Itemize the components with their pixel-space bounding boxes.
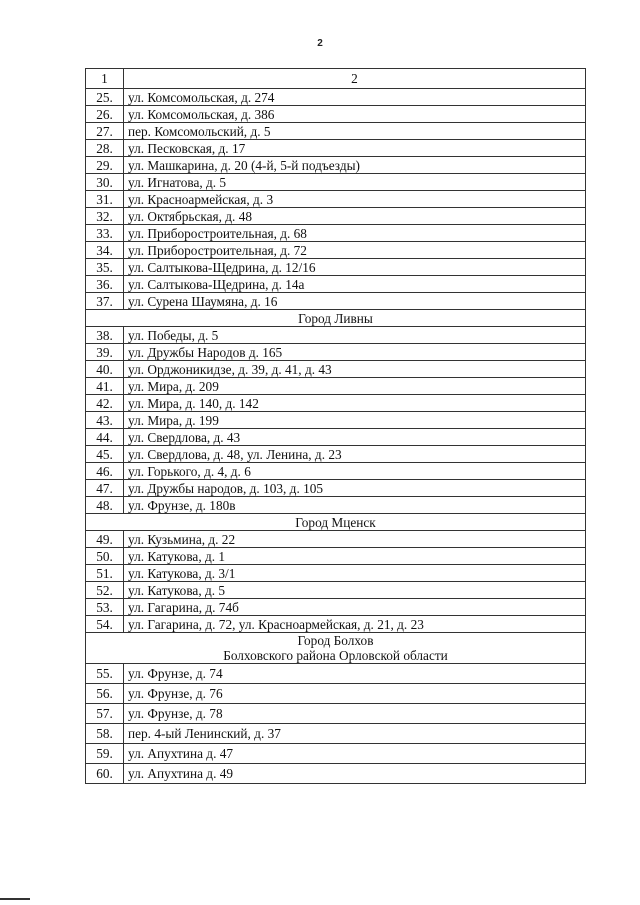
row-address: ул. Песковская, д. 17 <box>124 140 586 157</box>
row-number: 45. <box>86 446 124 463</box>
table-row <box>86 684 586 704</box>
row-number: 53. <box>86 599 124 616</box>
table-row <box>86 242 586 259</box>
row-number: 55. <box>86 664 124 684</box>
address-table-body <box>86 69 586 784</box>
row-address: ул. Мира, д. 209 <box>124 378 586 395</box>
row-number: 47. <box>86 480 124 497</box>
row-number: 52. <box>86 582 124 599</box>
table-row <box>86 704 586 724</box>
row-number: 49. <box>86 531 124 548</box>
row-address: ул. Катукова, д. 5 <box>124 582 586 599</box>
table-row <box>86 764 586 784</box>
row-number: 27. <box>86 123 124 140</box>
table-row <box>86 293 586 310</box>
table-row <box>86 89 586 106</box>
row-address: ул. Мира, д. 199 <box>124 412 586 429</box>
row-address: пер. Комсомольский, д. 5 <box>124 123 586 140</box>
table-row <box>86 395 586 412</box>
table-row <box>86 616 586 633</box>
row-number: 30. <box>86 174 124 191</box>
row-address: ул. Орджоникидзе, д. 39, д. 41, д. 43 <box>124 361 586 378</box>
table-row <box>86 429 586 446</box>
row-number: 48. <box>86 497 124 514</box>
row-number: 37. <box>86 293 124 310</box>
row-address: ул. Горького, д. 4, д. 6 <box>124 463 586 480</box>
row-number: 36. <box>86 276 124 293</box>
row-number: 35. <box>86 259 124 276</box>
row-number: 56. <box>86 684 124 704</box>
row-address: ул. Кузьмина, д. 22 <box>124 531 586 548</box>
row-address: ул. Апухтина д. 47 <box>124 744 586 764</box>
table-row <box>86 412 586 429</box>
row-address: ул. Мира, д. 140, д. 142 <box>124 395 586 412</box>
row-address: ул. Катукова, д. 3/1 <box>124 565 586 582</box>
row-number: 41. <box>86 378 124 395</box>
row-address: ул. Победы, д. 5 <box>124 327 586 344</box>
row-number: 51. <box>86 565 124 582</box>
section-row <box>86 514 586 531</box>
row-address: ул. Дружбы Народов д. 165 <box>124 344 586 361</box>
section-title <box>86 310 586 327</box>
section-title-line: Город Ливны <box>298 310 373 326</box>
row-address: ул. Игнатова, д. 5 <box>124 174 586 191</box>
row-address: ул. Фрунзе, д. 180в <box>124 497 586 514</box>
row-number: 28. <box>86 140 124 157</box>
row-address: ул. Гагарина, д. 72, ул. Красноармейская, д. 21, д. 23 <box>124 616 586 633</box>
row-address: ул. Красноармейская, д. 3 <box>124 191 586 208</box>
row-address: ул. Салтыкова-Щедрина, д. 12/16 <box>124 259 586 276</box>
row-number: 42. <box>86 395 124 412</box>
table-row <box>86 327 586 344</box>
row-address: ул. Катукова, д. 1 <box>124 548 586 565</box>
row-number: 60. <box>86 764 124 784</box>
row-number: 26. <box>86 106 124 123</box>
row-number: 58. <box>86 724 124 744</box>
table-row <box>86 531 586 548</box>
header-col-number: 1 <box>86 69 124 89</box>
row-number: 25. <box>86 89 124 106</box>
row-number: 54. <box>86 616 124 633</box>
table-row <box>86 744 586 764</box>
page-edge-mark <box>0 898 30 900</box>
row-number: 31. <box>86 191 124 208</box>
row-number: 43. <box>86 412 124 429</box>
table-row <box>86 446 586 463</box>
row-address: ул. Приборостроительная, д. 72 <box>124 242 586 259</box>
row-number: 38. <box>86 327 124 344</box>
section-row <box>86 633 586 664</box>
row-address: ул. Машкарина, д. 20 (4-й, 5-й подъезды) <box>124 157 586 174</box>
row-address: ул. Октябрьская, д. 48 <box>124 208 586 225</box>
row-number: 40. <box>86 361 124 378</box>
row-number: 46. <box>86 463 124 480</box>
row-address: ул. Комсомольская, д. 386 <box>124 106 586 123</box>
table-row <box>86 599 586 616</box>
table-row <box>86 497 586 514</box>
header-col-address: 2 <box>124 69 586 89</box>
table-row <box>86 157 586 174</box>
address-table <box>85 68 586 784</box>
table-row <box>86 106 586 123</box>
table-row <box>86 565 586 582</box>
row-address: ул. Фрунзе, д. 74 <box>124 664 586 684</box>
table-row <box>86 208 586 225</box>
section-title-line: Город Болхов <box>297 633 374 648</box>
row-number: 50. <box>86 548 124 565</box>
table-row <box>86 548 586 565</box>
row-address: ул. Фрунзе, д. 78 <box>124 704 586 724</box>
row-address: ул. Сурена Шаумяна, д. 16 <box>124 293 586 310</box>
row-address: пер. 4-ый Ленинский, д. 37 <box>124 724 586 744</box>
row-number: 29. <box>86 157 124 174</box>
table-row <box>86 123 586 140</box>
row-number: 32. <box>86 208 124 225</box>
section-title-line: Болховского района Орловской области <box>223 648 448 663</box>
section-title <box>86 633 586 664</box>
table-row <box>86 174 586 191</box>
table-row <box>86 664 586 684</box>
table-row <box>86 480 586 497</box>
row-number: 39. <box>86 344 124 361</box>
row-number: 33. <box>86 225 124 242</box>
table-row <box>86 463 586 480</box>
table-row <box>86 724 586 744</box>
table-row <box>86 140 586 157</box>
row-address: ул. Свердлова, д. 43 <box>124 429 586 446</box>
table-row <box>86 582 586 599</box>
row-address: ул. Салтыкова-Щедрина, д. 14а <box>124 276 586 293</box>
table-row <box>86 361 586 378</box>
section-title <box>86 514 586 531</box>
table-row <box>86 191 586 208</box>
row-address: ул. Апухтина д. 49 <box>124 764 586 784</box>
row-address: ул. Свердлова, д. 48, ул. Ленина, д. 23 <box>124 446 586 463</box>
table-row <box>86 344 586 361</box>
table-row <box>86 225 586 242</box>
table-row <box>86 276 586 293</box>
row-address: ул. Комсомольская, д. 274 <box>124 89 586 106</box>
row-address: ул. Приборостроительная, д. 68 <box>124 225 586 242</box>
row-number: 59. <box>86 744 124 764</box>
section-row <box>86 310 586 327</box>
table-row <box>86 259 586 276</box>
section-title-line: Город Мценск <box>295 514 376 530</box>
page-number: 2 <box>317 38 323 49</box>
row-address: ул. Дружбы народов, д. 103, д. 105 <box>124 480 586 497</box>
table-header-row <box>86 69 586 89</box>
row-address: ул. Гагарина, д. 74б <box>124 599 586 616</box>
row-number: 57. <box>86 704 124 724</box>
row-number: 44. <box>86 429 124 446</box>
row-address: ул. Фрунзе, д. 76 <box>124 684 586 704</box>
row-number: 34. <box>86 242 124 259</box>
table-row <box>86 378 586 395</box>
